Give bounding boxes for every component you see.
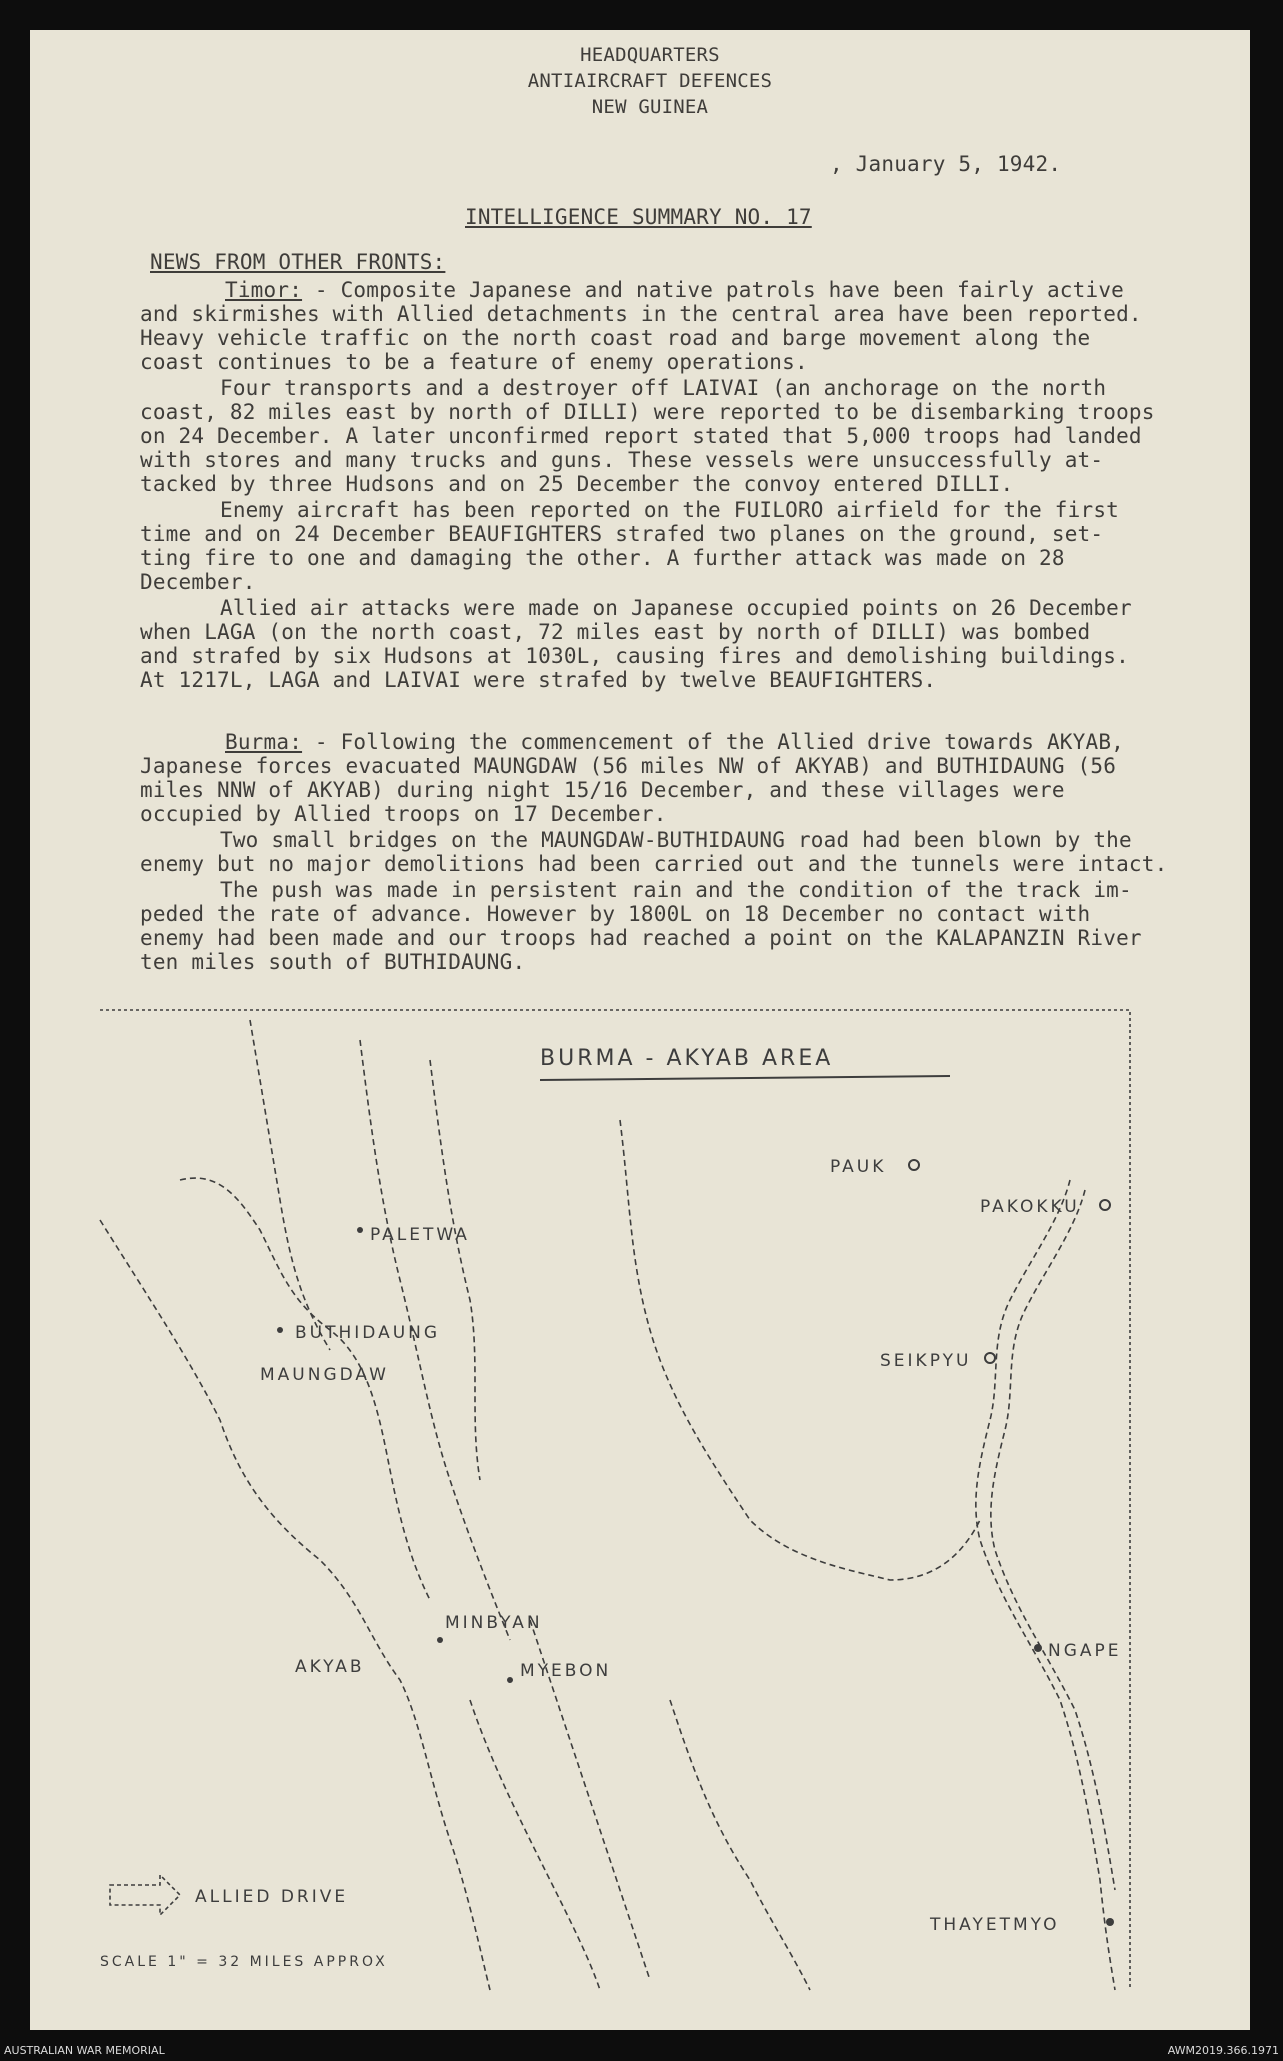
map-label-paletwa: PALETWA bbox=[370, 1225, 470, 1245]
map-label-myebon: MYEBON bbox=[520, 1661, 612, 1681]
burma-akyab-map bbox=[70, 1000, 1190, 2000]
burma-line: Two small bridges on the MAUNGDAW-BUTHIDAUNG road had been blown by the bbox=[220, 828, 1132, 852]
burma-line: enemy but no major demolitions had been carried out and the tunnels were intact. bbox=[140, 852, 1168, 876]
header-line-1: HEADQUARTERS bbox=[580, 44, 720, 66]
timor-line: December. bbox=[140, 570, 256, 594]
header-line-2: ANTIAIRCRAFT DEFENCES bbox=[527, 70, 773, 92]
burma-line: Japanese forces evacuated MAUNGDAW (56 miles NW of AKYAB) and BUTHIDAUNG (56 bbox=[140, 754, 1117, 778]
burma-line: enemy had been made and our troops had reached a point on the KALAPANZIN River bbox=[140, 926, 1142, 950]
map-label-seikpyu: SEIKPYU bbox=[880, 1351, 972, 1371]
timor-line: on 24 December. A later unconfirmed report stated that 5,000 troops had landed bbox=[140, 424, 1142, 448]
burma-line: occupied by Allied troops on 17 December. bbox=[140, 802, 667, 826]
timor-line: ting fire to one and damaging the other. A further attack was made on 28 bbox=[140, 546, 1065, 570]
allied-drive-arrow bbox=[110, 1875, 180, 1915]
timor-first-line: Timor: - Composite Japanese and native patrols have been fairly active bbox=[225, 278, 1125, 302]
burma-label: Burma: bbox=[225, 730, 303, 754]
footer-institution: AUSTRALIAN WAR MEMORIAL bbox=[4, 2044, 165, 2057]
burma-line: miles NNW of AKYAB) during night 15/16 December, and these villages were bbox=[140, 778, 1065, 802]
map-label-buthidaung: BUTHIDAUNG bbox=[295, 1323, 441, 1343]
timor-line: Heavy vehicle traffic on the north coast road and barge movement along the bbox=[140, 326, 1091, 350]
footer-accession: AWM2019.366.1971 bbox=[1167, 2044, 1279, 2057]
map-title: BURMA - AKYAB AREA bbox=[540, 1046, 834, 1071]
map-scale: SCALE 1" = 32 MILES APPROX bbox=[100, 1954, 388, 1970]
burma-line: peded the rate of advance. However by 1800L on 18 December no contact with bbox=[140, 902, 1091, 926]
document-page bbox=[30, 30, 1250, 2030]
summary-title: INTELLIGENCE SUMMARY NO. 17 bbox=[465, 205, 812, 229]
map-legend-allied-drive: ALLIED DRIVE bbox=[195, 1887, 349, 1907]
header-line-3: NEW GUINEA bbox=[591, 96, 709, 118]
timor-line: Allied air attacks were made on Japanese occupied points on 26 December bbox=[220, 596, 1132, 620]
timor-line: At 1217L, LAGA and LAIVAI were strafed by twelve BEAUFIGHTERS. bbox=[140, 668, 937, 692]
map-label-pakokku: PAKOKKU bbox=[980, 1197, 1080, 1217]
timor-line: time and on 24 December BEAUFIGHTERS strafed two planes on the ground, set- bbox=[140, 522, 1104, 546]
map-label-akyab: AKYAB bbox=[295, 1657, 365, 1677]
timor-line: coast, 82 miles east by north of DILLI) were reported to be disembarking troops bbox=[140, 400, 1155, 424]
timor-line: when LAGA (on the north coast, 72 miles east by north of DILLI) was bombed bbox=[140, 620, 1091, 644]
timor-line: and strafed by six Hudsons at 1030L, causing fires and demolishing buildings. bbox=[140, 644, 1129, 668]
timor-line: Enemy aircraft has been reported on the FUILORO airfield for the first bbox=[220, 498, 1120, 522]
timor-label: Timor: bbox=[225, 278, 303, 302]
map-label-ngape: NGAPE bbox=[1048, 1641, 1122, 1661]
map-label-thayetmyo: THAYETMYO bbox=[930, 1915, 1060, 1935]
timor-line: tacked by three Hudsons and on 25 December the convoy entered DILLI. bbox=[140, 472, 1014, 496]
timor-line: coast continues to be a feature of enemy operations. bbox=[140, 350, 808, 374]
map-label-pauk: PAUK bbox=[830, 1157, 887, 1177]
section-heading: NEWS FROM OTHER FRONTS: bbox=[150, 250, 446, 274]
document-date: , January 5, 1942. bbox=[830, 152, 1062, 176]
burma-first-line: Burma: - Following the commencement of the Allied drive towards AKYAB, bbox=[225, 730, 1125, 754]
timor-line: Four transports and a destroyer off LAIVAI (an anchorage on the north bbox=[220, 376, 1107, 400]
map-label-minbyan: MINBYAN bbox=[445, 1613, 543, 1633]
map-label-maungdaw: MAUNGDAW bbox=[260, 1365, 389, 1385]
burma-line: The push was made in persistent rain and the condition of the track im- bbox=[220, 878, 1132, 902]
timor-line: and skirmishes with Allied detachments in the central area have been reported. bbox=[140, 302, 1142, 326]
burma-line: ten miles south of BUTHIDAUNG. bbox=[140, 950, 526, 974]
timor-line: with stores and many trucks and guns. These vessels were unsuccessfully at- bbox=[140, 448, 1104, 472]
